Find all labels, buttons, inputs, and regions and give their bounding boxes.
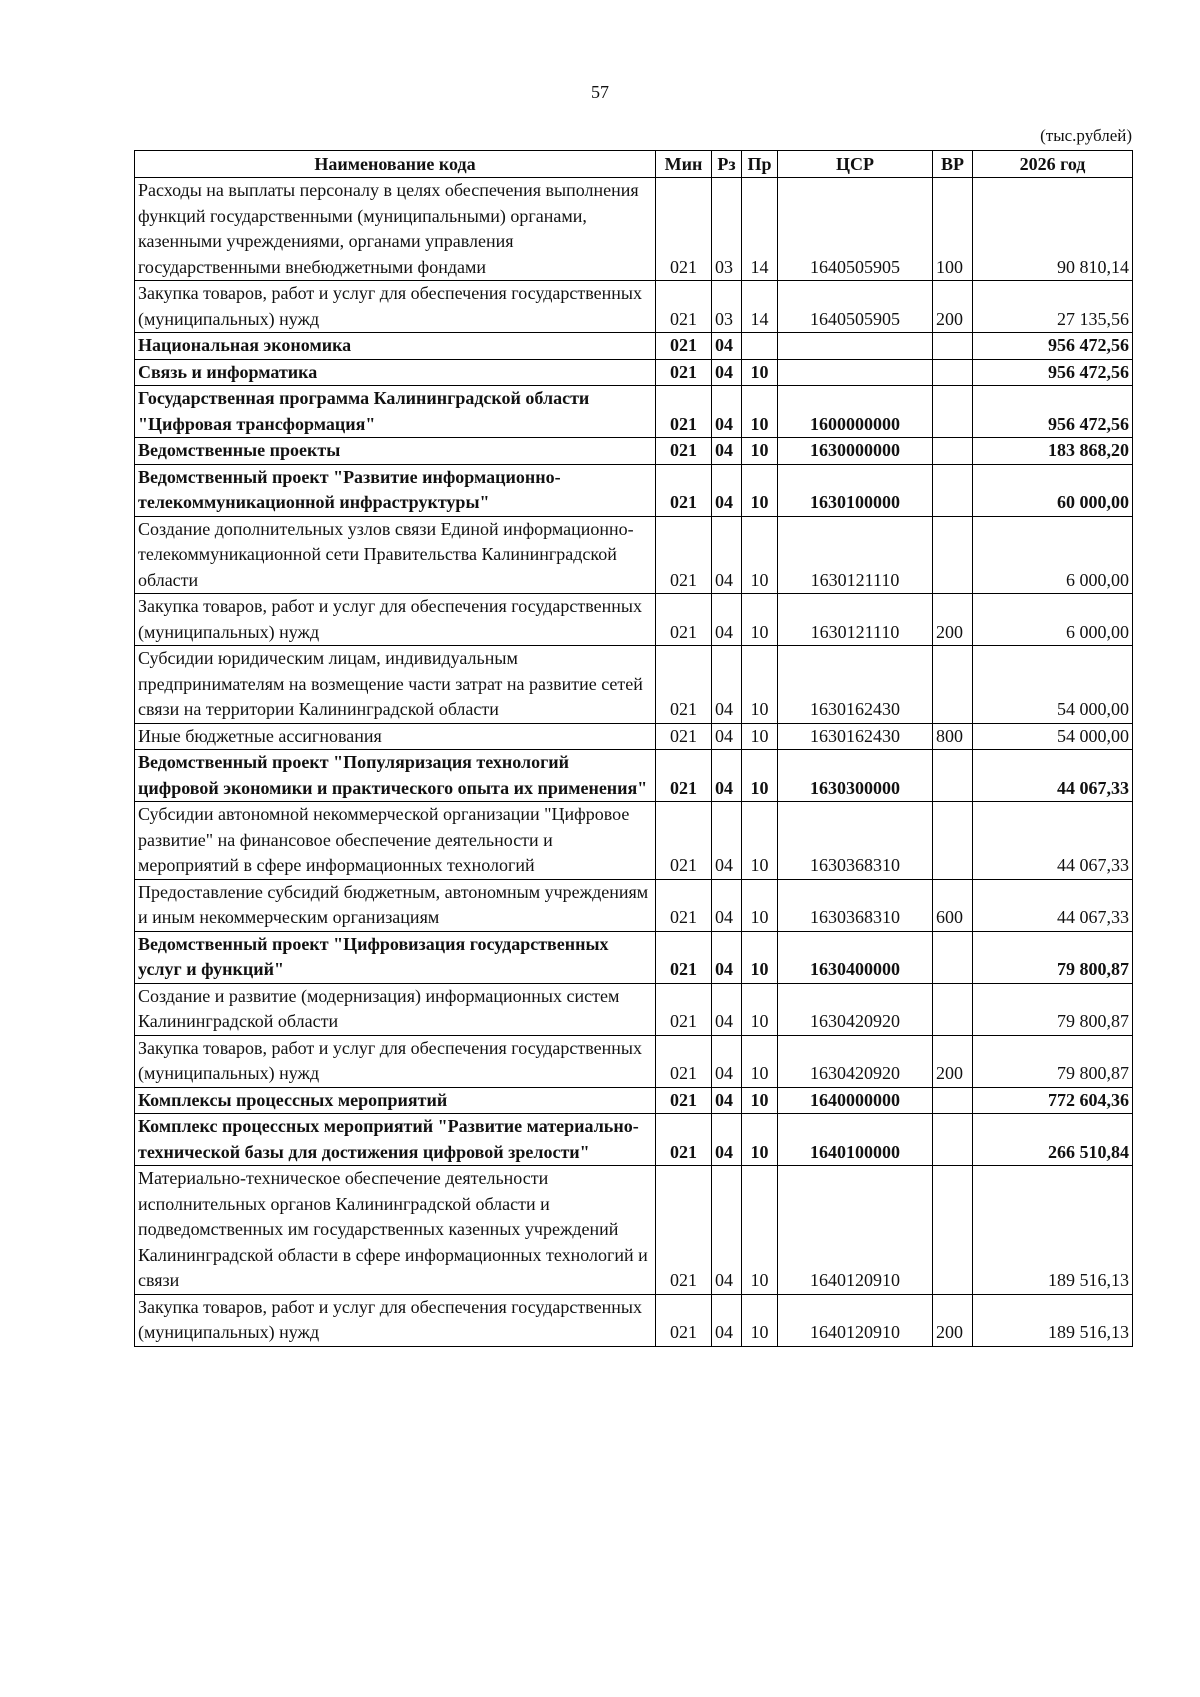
table-row <box>135 464 1133 516</box>
cell-rz: 03 <box>712 178 742 281</box>
cell-pr: 10 <box>742 516 778 594</box>
header-csr: ЦСР <box>778 151 933 178</box>
cell-name: Предоставление субсидий бюджетным, автономным учреждениям и иным некоммерческим организациям <box>135 879 656 931</box>
cell-vr <box>933 646 973 724</box>
cell-pr: 10 <box>742 983 778 1035</box>
cell-min: 021 <box>656 1087 712 1114</box>
cell-vr <box>933 983 973 1035</box>
table-row <box>135 594 1133 646</box>
cell-csr: 1630368310 <box>778 802 933 880</box>
table-row <box>135 516 1133 594</box>
table-row <box>135 438 1133 465</box>
cell-pr: 10 <box>742 464 778 516</box>
cell-amount: 79 800,87 <box>973 1035 1133 1087</box>
cell-amount: 956 472,56 <box>973 386 1133 438</box>
cell-min: 021 <box>656 879 712 931</box>
cell-vr <box>933 333 973 360</box>
table-row <box>135 281 1133 333</box>
cell-amount: 189 516,13 <box>973 1294 1133 1346</box>
cell-csr <box>778 333 933 360</box>
cell-min: 021 <box>656 438 712 465</box>
cell-name: Комплексы процессных мероприятий <box>135 1087 656 1114</box>
cell-min: 021 <box>656 281 712 333</box>
cell-pr: 10 <box>742 750 778 802</box>
cell-min: 021 <box>656 723 712 750</box>
cell-min: 021 <box>656 750 712 802</box>
table-row <box>135 333 1133 360</box>
cell-pr: 10 <box>742 723 778 750</box>
cell-name: Закупка товаров, работ и услуг для обеспечения государственных (муниципальных) нужд <box>135 281 656 333</box>
cell-csr: 1640000000 <box>778 1087 933 1114</box>
cell-name: Закупка товаров, работ и услуг для обеспечения государственных (муниципальных) нужд <box>135 1294 656 1346</box>
cell-vr <box>933 359 973 386</box>
cell-csr: 1630162430 <box>778 723 933 750</box>
cell-name: Ведомственный проект "Развитие информационно-телекоммуникационной инфраструктуры" <box>135 464 656 516</box>
cell-vr <box>933 1087 973 1114</box>
cell-amount: 60 000,00 <box>973 464 1133 516</box>
cell-amount: 44 067,33 <box>973 879 1133 931</box>
cell-csr: 1630420920 <box>778 1035 933 1087</box>
cell-min: 021 <box>656 983 712 1035</box>
cell-min: 021 <box>656 178 712 281</box>
cell-vr <box>933 386 973 438</box>
cell-csr: 1630000000 <box>778 438 933 465</box>
cell-name: Ведомственные проекты <box>135 438 656 465</box>
table-row <box>135 1166 1133 1295</box>
cell-csr: 1640505905 <box>778 281 933 333</box>
cell-amount: 44 067,33 <box>973 802 1133 880</box>
cell-rz: 04 <box>712 1087 742 1114</box>
cell-pr: 10 <box>742 802 778 880</box>
cell-vr: 100 <box>933 178 973 281</box>
cell-min: 021 <box>656 386 712 438</box>
cell-amount: 266 510,84 <box>973 1114 1133 1166</box>
cell-name: Связь и информатика <box>135 359 656 386</box>
cell-rz: 04 <box>712 1294 742 1346</box>
cell-pr: 10 <box>742 1166 778 1295</box>
table-row <box>135 723 1133 750</box>
cell-vr <box>933 464 973 516</box>
cell-vr <box>933 516 973 594</box>
cell-pr: 10 <box>742 879 778 931</box>
cell-vr <box>933 802 973 880</box>
cell-pr: 10 <box>742 1035 778 1087</box>
cell-amount: 956 472,56 <box>973 333 1133 360</box>
cell-pr <box>742 333 778 360</box>
cell-amount: 772 604,36 <box>973 1087 1133 1114</box>
cell-csr: 1630300000 <box>778 750 933 802</box>
cell-rz: 04 <box>712 1035 742 1087</box>
cell-csr: 1640120910 <box>778 1166 933 1295</box>
cell-csr: 1630121110 <box>778 516 933 594</box>
cell-rz: 04 <box>712 931 742 983</box>
table-body <box>135 178 1133 1347</box>
table-row <box>135 983 1133 1035</box>
cell-pr: 10 <box>742 1294 778 1346</box>
cell-pr: 10 <box>742 646 778 724</box>
cell-vr: 200 <box>933 281 973 333</box>
cell-pr: 10 <box>742 1087 778 1114</box>
cell-name: Субсидии юридическим лицам, индивидуальным предпринимателям на возмещение части затрат на развитие сетей связи на территории Калининградской области <box>135 646 656 724</box>
cell-vr <box>933 1166 973 1295</box>
cell-rz: 04 <box>712 1166 742 1295</box>
cell-min: 021 <box>656 1035 712 1087</box>
cell-pr: 14 <box>742 281 778 333</box>
cell-csr: 1600000000 <box>778 386 933 438</box>
cell-amount: 6 000,00 <box>973 516 1133 594</box>
cell-name: Ведомственный проект "Популяризация технологий цифровой экономики и практического опыта их применения" <box>135 750 656 802</box>
cell-min: 021 <box>656 931 712 983</box>
cell-pr: 10 <box>742 386 778 438</box>
budget-table <box>134 150 1133 1347</box>
cell-csr: 1630121110 <box>778 594 933 646</box>
table-row <box>135 359 1133 386</box>
cell-name: Расходы на выплаты персоналу в целях обеспечения выполнения функций государственными (муниципальными) органами, казенными учреждениями, органами управления государственными внебюджетными фондами <box>135 178 656 281</box>
cell-min: 021 <box>656 1114 712 1166</box>
cell-rz: 04 <box>712 750 742 802</box>
cell-rz: 04 <box>712 464 742 516</box>
cell-pr: 10 <box>742 359 778 386</box>
cell-name: Государственная программа Калининградской области "Цифровая трансформация" <box>135 386 656 438</box>
cell-pr: 14 <box>742 178 778 281</box>
cell-rz: 04 <box>712 983 742 1035</box>
cell-name: Иные бюджетные ассигнования <box>135 723 656 750</box>
header-year: 2026 год <box>973 151 1133 178</box>
cell-rz: 04 <box>712 359 742 386</box>
table-row <box>135 1114 1133 1166</box>
cell-csr: 1640505905 <box>778 178 933 281</box>
cell-amount: 54 000,00 <box>973 723 1133 750</box>
cell-vr: 200 <box>933 1035 973 1087</box>
cell-csr: 1630100000 <box>778 464 933 516</box>
cell-vr <box>933 750 973 802</box>
cell-pr: 10 <box>742 438 778 465</box>
cell-csr: 1640120910 <box>778 1294 933 1346</box>
cell-vr: 200 <box>933 1294 973 1346</box>
cell-name: Материально-техническое обеспечение деятельности исполнительных органов Калининградской области и подведомственных им государственных казенных учреждений Калининградской области в сфере информационных технологий и связи <box>135 1166 656 1295</box>
cell-name: Комплекс процессных мероприятий "Развитие материально-технической базы для достижения цифровой зрелости" <box>135 1114 656 1166</box>
table-row <box>135 386 1133 438</box>
table-row <box>135 802 1133 880</box>
table-row <box>135 931 1133 983</box>
cell-vr <box>933 438 973 465</box>
cell-min: 021 <box>656 464 712 516</box>
header-vr: ВР <box>933 151 973 178</box>
table-row <box>135 879 1133 931</box>
table-row <box>135 1087 1133 1114</box>
cell-amount: 189 516,13 <box>973 1166 1133 1295</box>
cell-amount: 956 472,56 <box>973 359 1133 386</box>
cell-rz: 03 <box>712 281 742 333</box>
cell-amount: 6 000,00 <box>973 594 1133 646</box>
cell-rz: 04 <box>712 723 742 750</box>
cell-name: Создание дополнительных узлов связи Единой информационно-телекоммуникационной сети Правительства Калининградской области <box>135 516 656 594</box>
table-row <box>135 1294 1133 1346</box>
cell-min: 021 <box>656 594 712 646</box>
cell-vr: 600 <box>933 879 973 931</box>
cell-min: 021 <box>656 1166 712 1295</box>
cell-pr: 10 <box>742 1114 778 1166</box>
cell-min: 021 <box>656 646 712 724</box>
table-row <box>135 178 1133 281</box>
cell-pr: 10 <box>742 594 778 646</box>
cell-name: Закупка товаров, работ и услуг для обеспечения государственных (муниципальных) нужд <box>135 594 656 646</box>
cell-amount: 27 135,56 <box>973 281 1133 333</box>
cell-csr: 1640100000 <box>778 1114 933 1166</box>
cell-min: 021 <box>656 516 712 594</box>
cell-amount: 79 800,87 <box>973 931 1133 983</box>
cell-vr: 200 <box>933 594 973 646</box>
header-name: Наименование кода <box>135 151 656 178</box>
header-min: Мин <box>656 151 712 178</box>
cell-rz: 04 <box>712 594 742 646</box>
cell-name: Национальная экономика <box>135 333 656 360</box>
cell-min: 021 <box>656 1294 712 1346</box>
cell-rz: 04 <box>712 333 742 360</box>
cell-rz: 04 <box>712 516 742 594</box>
cell-amount: 54 000,00 <box>973 646 1133 724</box>
cell-min: 021 <box>656 802 712 880</box>
cell-rz: 04 <box>712 646 742 724</box>
cell-rz: 04 <box>712 879 742 931</box>
cell-csr: 1630368310 <box>778 879 933 931</box>
units-label: (тыс.рублей) <box>1040 126 1132 145</box>
cell-csr: 1630420920 <box>778 983 933 1035</box>
cell-amount: 79 800,87 <box>973 983 1133 1035</box>
cell-csr: 1630162430 <box>778 646 933 724</box>
cell-min: 021 <box>656 333 712 360</box>
cell-csr: 1630400000 <box>778 931 933 983</box>
cell-csr <box>778 359 933 386</box>
cell-rz: 04 <box>712 386 742 438</box>
cell-amount: 183 868,20 <box>973 438 1133 465</box>
cell-amount: 44 067,33 <box>973 750 1133 802</box>
header-pr: Пр <box>742 151 778 178</box>
table-header-row <box>135 151 1133 178</box>
cell-amount: 90 810,14 <box>973 178 1133 281</box>
cell-name: Ведомственный проект "Цифровизация государственных услуг и функций" <box>135 931 656 983</box>
cell-vr <box>933 931 973 983</box>
cell-name: Субсидии автономной некоммерческой организации "Цифровое развитие" на финансовое обеспечение деятельности и мероприятий в сфере информационных технологий <box>135 802 656 880</box>
table-row <box>135 1035 1133 1087</box>
cell-name: Создание и развитие (модернизация) информационных систем Калининградской области <box>135 983 656 1035</box>
cell-rz: 04 <box>712 438 742 465</box>
table-row <box>135 646 1133 724</box>
header-rz: Рз <box>712 151 742 178</box>
cell-rz: 04 <box>712 802 742 880</box>
cell-vr: 800 <box>933 723 973 750</box>
table-row <box>135 750 1133 802</box>
cell-vr <box>933 1114 973 1166</box>
page-number: 57 <box>591 82 609 102</box>
cell-rz: 04 <box>712 1114 742 1166</box>
cell-min: 021 <box>656 359 712 386</box>
cell-name: Закупка товаров, работ и услуг для обеспечения государственных (муниципальных) нужд <box>135 1035 656 1087</box>
cell-pr: 10 <box>742 931 778 983</box>
